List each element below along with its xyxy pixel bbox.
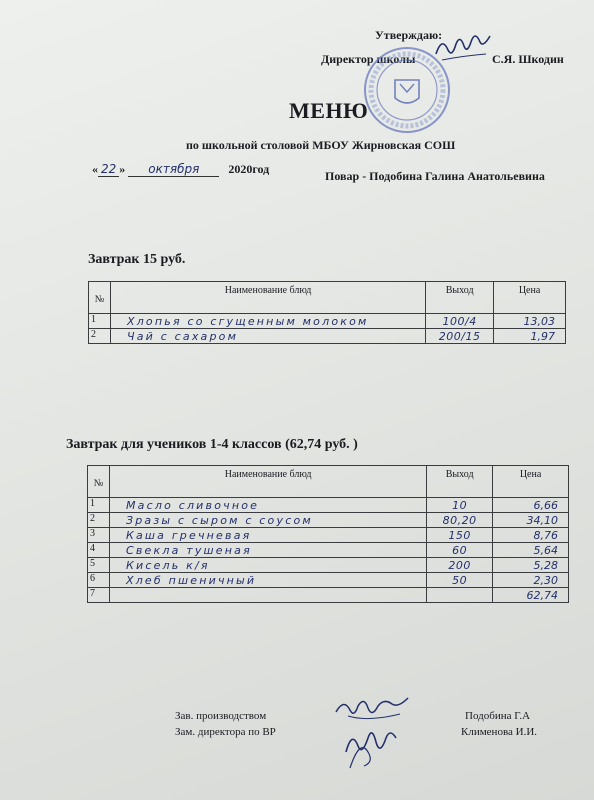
page-title: МЕНЮ <box>289 98 369 123</box>
dish-output: 60 <box>427 543 493 558</box>
dish-price: 5,64 <box>493 543 569 558</box>
table-header-row <box>88 466 569 498</box>
row-number: 1 <box>89 314 111 329</box>
table-row <box>88 543 569 558</box>
dish-price: 6,66 <box>493 498 569 513</box>
col-price: Цена <box>494 282 566 314</box>
dish-price: 2,30 <box>493 573 569 588</box>
col-dish-name: Наименование блюд <box>110 282 425 314</box>
dish-output <box>427 588 493 603</box>
breakfast-section-title: Завтрак 15 руб. <box>88 252 186 267</box>
table-row <box>88 528 569 543</box>
dish-name <box>109 588 426 603</box>
dish-name: Хлеб пшеничный <box>109 573 426 588</box>
table-row <box>88 558 569 573</box>
dish-name: Кисель к/я <box>109 558 426 573</box>
table-row-total <box>88 588 569 603</box>
dish-output: 200/15 <box>426 329 494 344</box>
dish-name: Зразы с сыром с соусом <box>109 513 426 528</box>
dish-output: 100/4 <box>426 314 494 329</box>
dish-name: Свекла тушеная <box>109 543 426 558</box>
dish-price: 8,76 <box>493 528 569 543</box>
junior-breakfast-section-title: Завтрак для учеников 1-4 классов (62,74 руб. ) <box>66 437 358 452</box>
col-number: № <box>89 282 111 314</box>
date-day: 22 <box>98 162 119 177</box>
dish-output: 80,20 <box>427 513 493 528</box>
date-line: « 22 » октября 2020год <box>92 162 270 176</box>
junior-breakfast-table <box>87 465 569 603</box>
row-number: 3 <box>88 528 110 543</box>
dish-price: 34,10 <box>493 513 569 528</box>
date-month: октября <box>128 162 219 177</box>
row-number: 7 <box>88 588 110 603</box>
row-number: 6 <box>88 573 110 588</box>
table-row <box>89 314 566 329</box>
dish-name: Чай с сахаром <box>110 329 425 344</box>
production-manager-name: Подобина Г.А <box>465 710 531 722</box>
col-output: Выход <box>427 466 493 498</box>
total-price: 62,74 <box>493 588 569 603</box>
cook-line: Повар - Подобина Галина Анатольевина <box>325 169 545 183</box>
breakfast-table <box>88 281 566 344</box>
row-number: 2 <box>89 329 111 344</box>
approve-label: Утверждаю: <box>375 28 443 42</box>
col-price: Цена <box>493 466 569 498</box>
dish-output: 10 <box>427 498 493 513</box>
director-label: Директор школы <box>321 52 416 66</box>
director-name: С.Я. Шкодин <box>492 52 564 66</box>
director-signature <box>432 30 494 66</box>
subtitle: по школьной столовой МБОУ Жирновская СОШ <box>186 138 456 152</box>
footer-signatures <box>328 690 418 780</box>
row-number: 2 <box>88 513 110 528</box>
dish-price: 1,97 <box>494 329 566 344</box>
row-number: 4 <box>88 543 110 558</box>
table-row <box>88 513 569 528</box>
col-output: Выход <box>426 282 494 314</box>
dish-output: 50 <box>427 573 493 588</box>
row-number: 1 <box>88 498 110 513</box>
table-row <box>88 573 569 588</box>
dish-output: 200 <box>427 558 493 573</box>
deputy-director-role: Зам. директора по ВР <box>175 726 276 738</box>
dish-price: 13,03 <box>494 314 566 329</box>
dish-name: Каша гречневая <box>109 528 426 543</box>
col-number: № <box>88 466 110 498</box>
col-dish-name: Наименование блюд <box>109 466 426 498</box>
date-year: 2020год <box>228 162 270 176</box>
table-row <box>88 498 569 513</box>
dish-name: Хлопья со сгущенным молоком <box>110 314 425 329</box>
production-manager-role: Зав. производством <box>175 710 267 722</box>
deputy-director-name: Клименова И.И. <box>461 726 538 738</box>
dish-price: 5,28 <box>493 558 569 573</box>
row-number: 5 <box>88 558 110 573</box>
dish-name: Масло сливочное <box>109 498 426 513</box>
table-row <box>89 329 566 344</box>
table-header-row <box>89 282 566 314</box>
dish-output: 150 <box>427 528 493 543</box>
